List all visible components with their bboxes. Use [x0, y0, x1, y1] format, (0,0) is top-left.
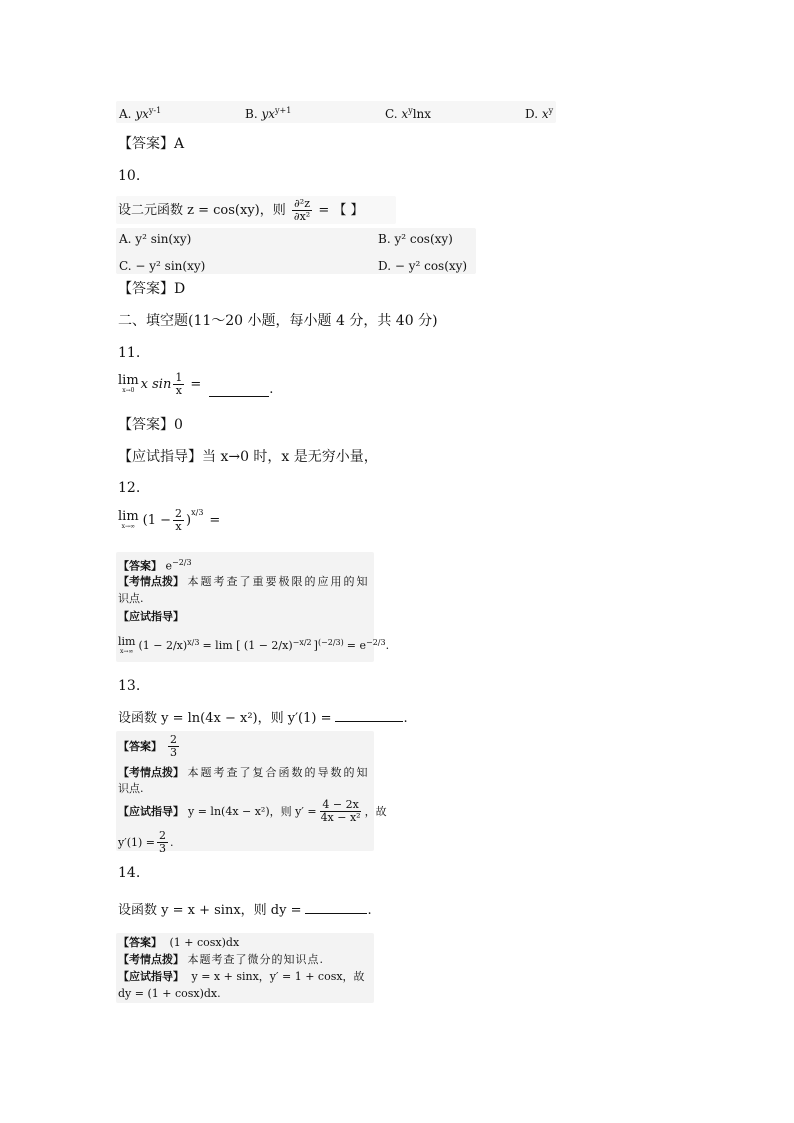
q13-answer-label: 【答案】	[118, 739, 162, 753]
q12-point-line2: 识点.	[118, 592, 144, 605]
q9-option-d	[525, 106, 553, 121]
q13-guide-text: y = ln(4x − x²)，则 y′ =	[188, 804, 317, 818]
q12-guide-end: .	[385, 638, 390, 652]
q14-number: 14.	[118, 865, 141, 881]
q9-option-c-text: x	[401, 107, 409, 121]
q13-guide-line2-text: y′(1) =	[118, 835, 156, 849]
q10-option-d: D. − y² cos(xy)	[378, 259, 468, 273]
q12-exponent: x/3	[191, 508, 204, 517]
q10-partial-fraction	[292, 198, 312, 223]
q10-number: 10.	[118, 168, 141, 184]
q13-point-line2: 识点.	[118, 782, 144, 795]
q12-guide-rhs: = e	[346, 638, 366, 652]
q12-guide-mid: = lim [ (1 − 2/x)	[202, 638, 293, 652]
q13-guide-tail: ，故	[364, 804, 387, 818]
q13-point-label: 【考情点拨】	[118, 766, 184, 779]
q14-answer-label: 【答案】	[118, 936, 162, 949]
q11-answer: 【答案】0	[118, 417, 183, 433]
q9-options-image	[116, 101, 556, 123]
q12-guide-mid-sup2: (−2/3)	[317, 638, 344, 647]
q11-equals: =	[190, 377, 202, 392]
q12-guide-formula	[118, 636, 389, 655]
q10-option-a: A. y² sin(xy)	[119, 232, 192, 246]
q13-answer	[118, 734, 181, 759]
q12-guide-label: 【应试指导】	[118, 610, 184, 623]
q12-answer	[118, 556, 192, 574]
q12-stem	[118, 508, 220, 533]
q13-guide-label: 【应试指导】	[118, 804, 184, 818]
q10-fraction-numerator: ∂²z	[294, 197, 310, 210]
q14-guide-line2: dy = (1 + cosx)dx.	[118, 987, 221, 1000]
q14-stem	[118, 895, 372, 918]
q14-guide	[118, 970, 365, 984]
q9-option-b	[245, 106, 291, 121]
q14-answer	[118, 936, 239, 950]
q13-answer-numerator: 2	[170, 733, 177, 746]
q12-fraction-numerator: 2	[175, 507, 183, 520]
q9-option-c-label: C.	[385, 107, 398, 121]
q12-guide-lim-sub: x→∞	[120, 648, 134, 655]
q11-guide: 【应试指导】当 x→0 时，x 是无穷小量，	[118, 449, 378, 465]
q12-close: )	[186, 513, 192, 528]
q13-guide-line2-denominator: 3	[159, 842, 167, 855]
q13-answer-denominator: 3	[170, 746, 177, 759]
q11-number: 11.	[118, 345, 141, 361]
q10-option-b: B. y² cos(xy)	[378, 232, 453, 246]
q12-answer-label: 【答案】	[118, 559, 162, 573]
q12-lim-sub: x→∞	[121, 523, 136, 530]
q9-option-a-label: A.	[119, 107, 132, 121]
q13-stem-text: 设函数 y = ln(4x − x²)，则 y′(1) =	[118, 711, 332, 726]
q13-guide-fraction	[319, 799, 363, 824]
q10-fraction-denominator: ∂x²	[293, 210, 311, 223]
q13-guide-line2-numerator: 2	[159, 829, 167, 842]
q10-stem	[118, 198, 364, 223]
q9-option-d-sup: y	[548, 106, 554, 115]
q10-stem-tail: = 【 】	[318, 203, 364, 218]
q12-guide-lhs-sup: x/3	[187, 638, 200, 647]
q12-guide-limit	[118, 636, 135, 655]
q14-answer-blank	[305, 895, 367, 914]
q12-guide-mid-close: ]	[313, 638, 318, 652]
q9-option-d-label: D.	[525, 107, 539, 121]
q13-point	[118, 766, 370, 780]
q12-point-label: 【考情点拨】	[118, 575, 184, 588]
q14-tail: .	[367, 903, 372, 918]
q9-option-d-text: x	[541, 107, 549, 121]
q13-answer-blank	[335, 709, 403, 722]
q12-answer-sup: −2/3	[172, 558, 192, 567]
q10-answer: 【答案】D	[118, 281, 186, 297]
q10-option-c: C. − y² sin(xy)	[119, 259, 206, 273]
q14-point-label: 【考情点拨】	[118, 953, 184, 966]
q14-point-text: 本题考查了微分的知识点.	[187, 953, 324, 966]
q12-fraction-denominator: x	[175, 520, 182, 533]
q12-guide-lhs: (1 − 2/x)	[138, 638, 188, 652]
q13-guide-line2	[118, 830, 174, 855]
q9-option-b-label: B.	[245, 107, 258, 121]
q11-answer-blank	[209, 372, 269, 397]
q13-number: 13.	[118, 678, 141, 694]
q9-option-c-sup: y	[408, 106, 413, 115]
q14-point	[118, 953, 324, 967]
q12-open: (1 −	[142, 513, 172, 528]
q11-fraction-denominator: x	[175, 384, 182, 397]
q9-option-a-text: yx	[135, 107, 149, 121]
q12-limit	[118, 511, 139, 530]
q14-stem-text: 设函数 y = x + sinx，则 dy =	[118, 903, 302, 918]
q12-guide-lim-text: lim	[118, 635, 136, 648]
q14-answer-value: (1 + cosx)dx	[169, 936, 240, 949]
q11-stem	[118, 372, 273, 397]
q12-lim-text: lim	[118, 509, 139, 524]
q11-tail: .	[269, 382, 274, 397]
q13-answer-fraction	[168, 734, 179, 759]
q13-guide-line2-fraction	[157, 830, 168, 855]
q11-lim-text: lim	[118, 373, 139, 388]
q9-option-c-tail: lnx	[412, 107, 432, 121]
q9-option-a-sup: y-1	[148, 106, 162, 115]
q9-option-b-text: yx	[261, 107, 276, 121]
q13-guide-numerator: 4 − 2x	[322, 798, 359, 811]
q11-limit	[118, 375, 139, 394]
q11-lim-sub: x→0	[122, 387, 135, 394]
q9-option-b-sup: y+1	[275, 106, 292, 115]
q12-answer-value: e	[165, 559, 173, 573]
q13-point-line1: 本题考查了复合函数的导数的知	[187, 766, 370, 779]
q9-answer: 【答案】A	[118, 136, 185, 152]
q11-fraction	[173, 372, 184, 397]
q12-guide-rhs-sup: −2/3	[366, 638, 386, 647]
q14-guide-text: y = x + sinx，y′ = 1 + cosx，故	[191, 970, 365, 983]
q12-guide-mid-sup: −x/2	[292, 638, 312, 647]
q14-guide-label: 【应试指导】	[118, 970, 184, 983]
q12-fraction	[173, 508, 184, 533]
q13-guide-denominator: 4x − x²	[320, 811, 361, 824]
q13-guide	[118, 799, 387, 824]
q9-option-a	[119, 106, 161, 121]
q11-fraction-numerator: 1	[175, 371, 183, 384]
section-2-title: 二、填空题(11～20 小题，每小题 4 分，共 40 分)	[118, 313, 438, 329]
q12-equals: =	[209, 513, 221, 528]
q9-option-c	[385, 106, 431, 121]
q12-number: 12.	[118, 480, 141, 496]
q13-stem	[118, 707, 408, 726]
q10-stem-text: 设二元函数 z = cos(xy)，则	[118, 203, 286, 218]
q12-point	[118, 575, 370, 589]
q11-expression: x sin	[140, 377, 172, 392]
q12-point-line1: 本题考查了重要极限的应用的知	[187, 575, 370, 588]
q13-tail: .	[403, 711, 408, 726]
q13-guide-line2-end: .	[170, 835, 174, 849]
